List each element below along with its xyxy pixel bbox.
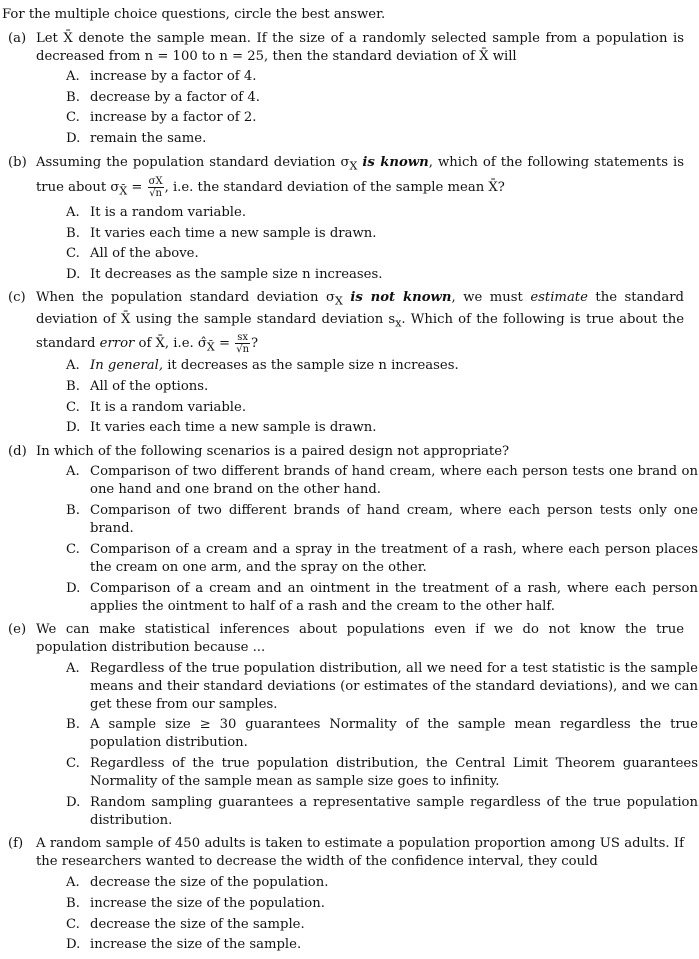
question-label: (c) — [8, 290, 26, 305]
question-f — [10, 835, 684, 871]
option-c-C[interactable] — [66, 399, 698, 417]
option-label: B. — [66, 896, 80, 911]
option-d-D[interactable] — [66, 580, 698, 616]
instructions: For the multiple choice questions, circle the best answer. — [2, 7, 386, 22]
option-d-C[interactable] — [66, 541, 698, 577]
question-label: (e) — [8, 622, 27, 637]
option-label: C. — [66, 917, 80, 932]
fraction: $\frac{\sigma X}{√n}$ — [148, 175, 163, 199]
option-label: A. — [66, 358, 80, 373]
option-a-A[interactable] — [66, 68, 698, 86]
option-text: it decreases as the sample size n increases. — [163, 358, 459, 373]
option-text: increase the size of the sample. — [90, 937, 302, 952]
option-text: Comparison of a cream and an ointment in the treatment of a rash, where each person applies the ointment to half of a rash and the cream to the other half. — [90, 581, 698, 614]
option-a-C[interactable] — [66, 109, 698, 127]
option-label: D. — [66, 420, 81, 435]
option-label: A. — [66, 464, 80, 479]
option-text: decrease by a factor of 4. — [90, 90, 260, 105]
option-label: A. — [66, 205, 80, 220]
option-label: D. — [66, 581, 81, 596]
option-d-B[interactable] — [66, 502, 698, 538]
question-e — [10, 621, 684, 657]
option-text: It varies each time a new sample is drawn. — [90, 420, 377, 435]
question-c — [10, 289, 684, 357]
question-a — [10, 30, 684, 66]
option-label: C. — [66, 542, 80, 557]
option-text: A sample size ≥ 30 guarantees Normality of the sample mean regardless the true population distribution. — [90, 717, 698, 750]
option-c-A[interactable] — [66, 357, 698, 375]
option-label: C. — [66, 400, 80, 415]
question-label: (a) — [8, 31, 27, 46]
option-label: B. — [66, 90, 80, 105]
question-label: (f) — [8, 836, 24, 851]
option-label: D. — [66, 937, 81, 952]
option-label: A. — [66, 875, 80, 890]
option-label: C. — [66, 246, 80, 261]
option-text: Comparison of two different brands of hand cream, where each person tests only one brand. — [90, 503, 698, 536]
option-text: decrease the size of the population. — [90, 875, 329, 890]
question-text: In which of the following scenarios is a paired design not appropriate? — [36, 444, 510, 459]
option-d-A[interactable] — [66, 463, 698, 499]
option-b-A[interactable] — [66, 204, 698, 222]
option-text: increase by a factor of 4. — [90, 69, 257, 84]
option-text: Random sampling guarantees a representative sample regardless of the true population distribution. — [90, 795, 698, 828]
option-a-D[interactable] — [66, 130, 698, 148]
option-f-C[interactable] — [66, 916, 698, 934]
option-label: B. — [66, 717, 80, 732]
option-b-D[interactable] — [66, 266, 698, 284]
option-b-C[interactable] — [66, 245, 698, 263]
option-label: A. — [66, 661, 80, 676]
option-a-B[interactable] — [66, 89, 698, 107]
option-label: C. — [66, 110, 80, 125]
option-e-A[interactable] — [66, 660, 698, 714]
option-text: Comparison of a cream and a spray in the treatment of a rash, where each person places the cream on one arm, and the spray on the other. — [90, 542, 698, 575]
option-c-B[interactable] — [66, 378, 698, 396]
question-text: We can make statistical inferences about populations even if we do not know the true population distribution because ... — [36, 622, 684, 655]
option-f-D[interactable] — [66, 936, 698, 954]
option-text: Comparison of two different brands of hand cream, where each person tests one brand on one hand and one brand on the other hand. — [90, 464, 698, 497]
question-text: A random sample of 450 adults is taken to estimate a population proportion among US adults. If the researchers wanted to decrease the width of the confidence interval, they could — [36, 836, 684, 869]
option-label: B. — [66, 226, 80, 241]
option-text: It decreases as the sample size n increases. — [90, 267, 383, 282]
option-text: Regardless of the true population distribution, the Central Limit Theorem guarantees Normality of the sample mean as sample size goes to infinity. — [90, 756, 698, 789]
option-text: increase by a factor of 2. — [90, 110, 257, 125]
option-f-B[interactable] — [66, 895, 698, 913]
option-emphasis: In general, — [90, 358, 164, 373]
option-c-D[interactable] — [66, 419, 698, 437]
option-label: D. — [66, 131, 81, 146]
question-b — [10, 154, 684, 200]
question-text: Assuming the population standard deviation $\sigma_X$ is known, which of the following statements is true about $\sigma_{X̄}$ = $\frac{\sigma X}{√n}$ , i.e. the standard deviation of the sample mean X̄? — [36, 155, 684, 199]
option-label: B. — [66, 503, 80, 518]
question-label: (b) — [8, 155, 27, 170]
option-text: remain the same. — [90, 131, 207, 146]
option-text: Regardless of the true population distribution, all we need for a test statistic is the sample means and their standard deviations (or estimates of the standard deviations), and we can get these from our samples. — [90, 661, 698, 712]
question-d — [10, 443, 684, 461]
option-text: All of the above. — [90, 246, 199, 261]
fraction: $\frac{sx}{√n}$ — [236, 332, 250, 356]
option-text: It varies each time a new sample is drawn. — [90, 226, 377, 241]
option-e-C[interactable] — [66, 755, 698, 791]
option-label: D. — [66, 795, 81, 810]
option-e-D[interactable] — [66, 794, 698, 830]
option-label: A. — [66, 69, 80, 84]
option-label: B. — [66, 379, 80, 394]
option-b-B[interactable] — [66, 225, 698, 243]
option-label: C. — [66, 756, 80, 771]
option-text: It is a random variable. — [90, 205, 247, 220]
option-label: D. — [66, 267, 81, 282]
question-label: (d) — [8, 444, 27, 459]
option-text: decrease the size of the sample. — [90, 917, 305, 932]
question-text: Let X̄ denote the sample mean. If the size of a randomly selected sample from a population is decreased from n = 100 to n = 25, then the standard deviation of X̄ will — [36, 31, 684, 64]
option-text: It is a random variable. — [90, 400, 247, 415]
option-text: All of the options. — [90, 379, 209, 394]
question-text: When the population standard deviation $\sigma_X$ is not known, we must estimate the standard deviation of X̄ using the sample standard deviation $s_x$. Which of the following is true about the standard error of X̄, i.e. $\sigmâ_{X̄}$ = $\frac{sx}{√n}$ ? — [36, 290, 684, 356]
option-e-B[interactable] — [66, 716, 698, 752]
option-text: increase the size of the population. — [90, 896, 325, 911]
option-f-A[interactable] — [66, 874, 698, 892]
